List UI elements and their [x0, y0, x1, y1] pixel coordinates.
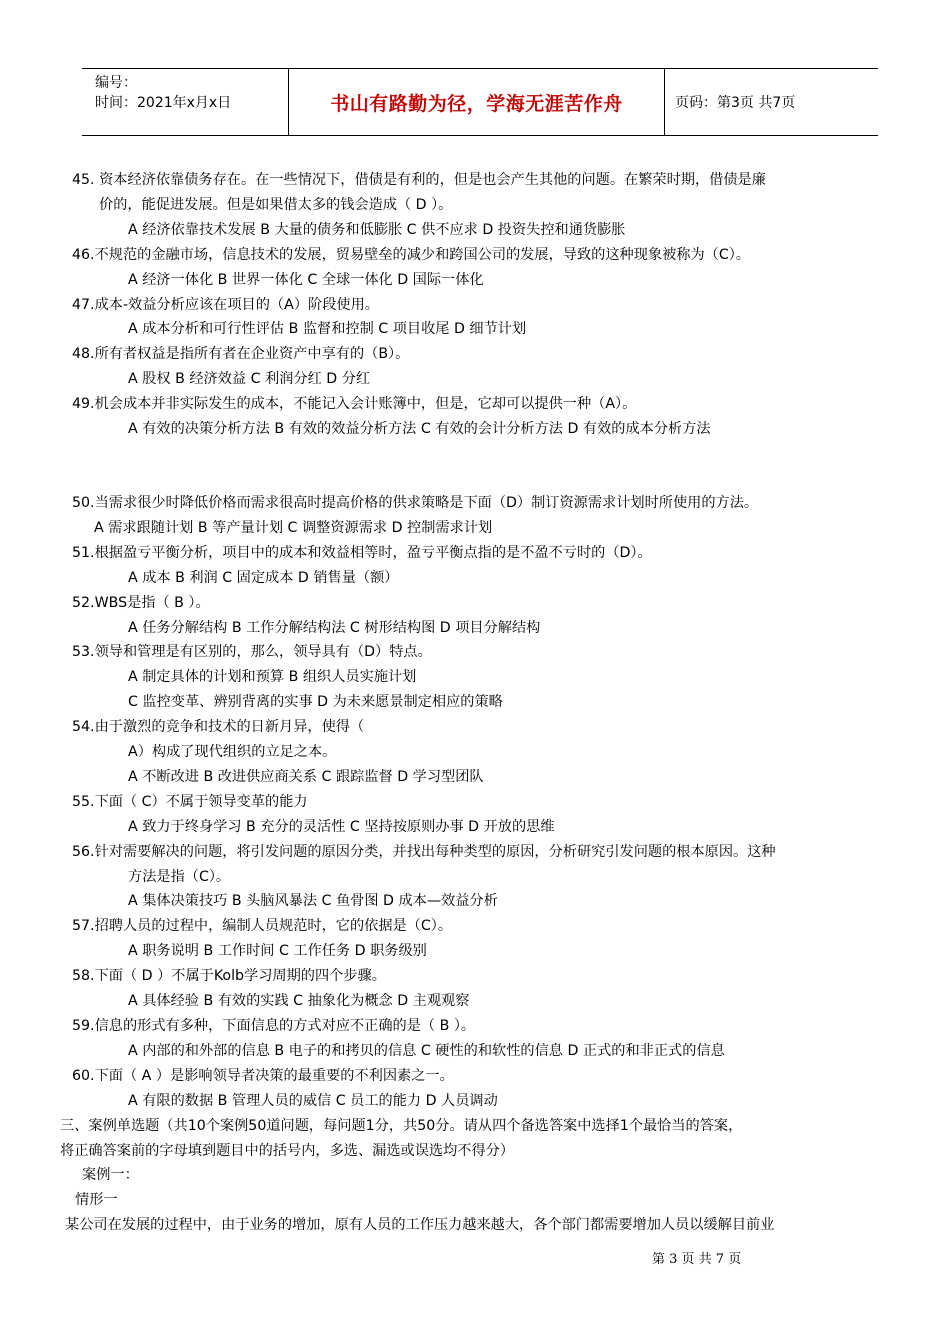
question-46-options: A 经济一体化 B 世界一体化 C 全球一体化 D 国际一体化: [128, 271, 484, 288]
question-48-options: A 股权 B 经济效益 C 利润分红 D 分红: [128, 371, 371, 388]
question-53: 53.领导和管理是有区别的，那么，领导具有（D）特点。: [72, 644, 432, 661]
document-body: [60, 168, 880, 1238]
question-50: 50.当需求很少时降低价格而需求很高时提高价格的供求策略是下面（D）制订资源需求计划时所使用的方法。: [72, 494, 759, 511]
question-49-options: A 有效的决策分析方法 B 有效的效益分析方法 C 有效的会计分析方法 D 有效的成本分析方法: [128, 421, 711, 438]
question-54-continued: A）构成了现代组织的立足之本。: [128, 744, 337, 761]
serial-label: 编号：: [95, 75, 137, 91]
time-label: 时间：2021年x月x日: [95, 95, 232, 111]
question-45: 45. 资本经济依靠债务存在。在一些情况下，借债是有利的，但是也会产生其他的问题。在繁荣时期，借债是廉: [72, 172, 766, 188]
scenario-label: 情形一: [75, 1192, 118, 1209]
case-label: 案例一：: [82, 1167, 139, 1184]
question-53-options-2: C 监控变革、辨别背离的实事 D 为未来愿景制定相应的策略: [128, 694, 503, 711]
question-45-continued: 价的，能促进发展。但是如果借太多的钱会造成（ D ）。: [99, 196, 453, 213]
section-3-title: 三、案例单选题（共10个案例50道问题，每问题1分，共50分。请从四个备选答案中选择1个最恰当的答案，: [60, 1117, 743, 1134]
question-52-options: A 任务分解结构 B 工作分解结构法 C 树形结构图 D 项目分解结构: [128, 619, 541, 636]
question-56: 56.针对需要解决的问题，将引发问题的原因分类，并找出每种类型的原因，分析研究引发问题的根本原因。这种: [72, 843, 776, 860]
question-49: 49.机会成本并非实际发生的成本，不能记入会计账簿中，但是，它却可以提供一种（A）。: [72, 396, 637, 413]
question-58: 58.下面（ D ）不属于Kolb学习周期的四个步骤。: [72, 968, 386, 985]
question-57: 57.招聘人员的过程中，编制人员规范时，它的依据是（C）。: [72, 918, 453, 935]
header-motto: 书山有路勤为径，学海无涯苦作舟: [288, 69, 665, 135]
question-58-options: A 具体经验 B 有效的实践 C 抽象化为概念 D 主观观察: [128, 993, 470, 1010]
question-56-continued: 方法是指（C）。: [128, 868, 231, 885]
question-50-options: A 需求跟随计划 B 等产量计划 C 调整资源需求 D 控制需求计划: [94, 519, 493, 536]
question-60-options: A 有限的数据 B 管理人员的威信 C 员工的能力 D 人员调动: [128, 1092, 498, 1109]
question-55-options: A 致力于终身学习 B 充分的灵活性 C 坚持按原则办事 D 开放的思维: [128, 818, 555, 835]
blank-gap: [60, 442, 880, 491]
question-59: 59.信息的形式有多种，下面信息的方式对应不正确的是（ B ）。: [72, 1018, 476, 1034]
header-meta: [82, 69, 288, 135]
question-55: 55.下面（ C）不属于领导变革的能力: [72, 793, 308, 810]
question-53-options-1: A 制定具体的计划和预算 B 组织人员实施计划: [128, 669, 417, 686]
question-60: 60.下面（ A ）是影响领导者决策的最重要的不利因素之一。: [72, 1067, 454, 1084]
question-56-options: A 集体决策技巧 B 头脑风暴法 C 鱼骨图 D 成本—效益分析: [128, 893, 498, 910]
question-59-options: A 内部的和外部的信息 B 电子的和拷贝的信息 C 硬性的和软性的信息 D 正式的和非正式的信息: [128, 1042, 725, 1059]
page-footer: 第 3 页 共 7 页: [652, 1252, 742, 1267]
header-page-info: 页码：第3页 共7页: [675, 95, 796, 111]
section-3-title-continued: 将正确答案前的字母填到题目中的括号内，多选、漏选或误选均不得分）: [60, 1142, 515, 1159]
question-48: 48.所有者权益是指所有者在企业资产中享有的（B）。: [72, 346, 410, 363]
page-header: [82, 68, 878, 136]
question-46: 46.不规范的金融市场，信息技术的发展，贸易壁垒的减少和跨国公司的发展，导致的这种现象被称为（C）。: [72, 246, 750, 263]
question-47: 47.成本-效益分析应该在项目的（A）阶段使用。: [72, 296, 379, 313]
question-51: 51.根据盈亏平衡分析，项目中的成本和效益相等时，盈亏平衡点指的是不盈不亏时的（D）。: [72, 544, 652, 561]
question-47-options: A 成本分析和可行性评估 B 监督和控制 C 项目收尾 D 细节计划: [128, 321, 527, 338]
question-57-options: A 职务说明 B 工作时间 C 工作任务 D 职务级别: [128, 943, 427, 960]
question-54: 54.由于激烈的竞争和技术的日新月异，使得（: [72, 719, 365, 736]
question-45-options: A 经济依靠技术发展 B 大量的债务和低膨胀 C 供不应求 D 投资失控和通货膨胀: [128, 221, 626, 238]
scenario-text: 某公司在发展的过程中，由于业务的增加，原有人员的工作压力越来越大，各个部门都需要增加人员以缓解目前业: [65, 1217, 775, 1234]
question-51-options: A 成本 B 利润 C 固定成本 D 销售量（额）: [128, 569, 399, 586]
question-54-options: A 不断改进 B 改进供应商关系 C 跟踪监督 D 学习型团队: [128, 768, 484, 785]
question-52: 52.WBS是指（ B ）。: [72, 594, 210, 611]
